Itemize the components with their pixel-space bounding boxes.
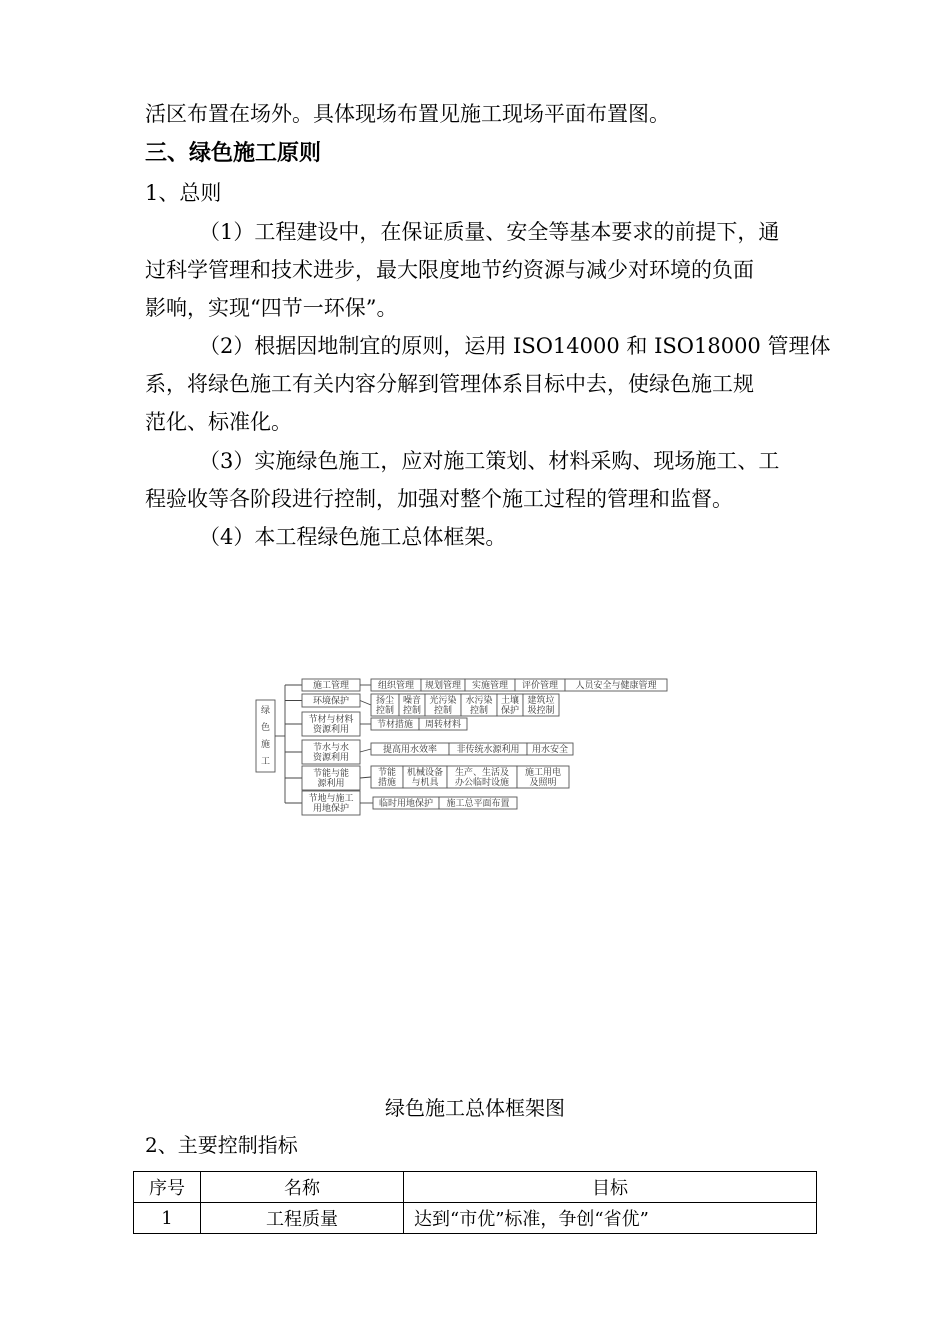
table-row (134, 1203, 817, 1234)
node-label: 工 (260, 757, 271, 767)
paragraph-line: （2）根据因地制宜的原则，运用 ISO14000 和 ISO18000 管理体 (199, 334, 831, 358)
node-label: 控制 (402, 706, 422, 716)
node-label: 节材措施 (376, 720, 414, 730)
node-label: 生产、生活及 (454, 768, 510, 778)
node-label: 光污染 (429, 696, 457, 706)
paragraph-line: 系，将绿色施工有关内容分解到管理体系目标中去，使绿色施工规 (145, 372, 754, 396)
node-label: 土壤 (500, 696, 520, 706)
node-label: 机械设备 (406, 768, 444, 778)
node-label: 节材与材料 (308, 715, 354, 725)
node-label: 圾控制 (527, 706, 555, 716)
node-label: 建筑垃 (527, 696, 555, 706)
diagram-caption: 绿色施工总体框架图 (385, 1096, 565, 1120)
node-label: 节能 (377, 768, 397, 778)
node-label: 施工用电 (524, 768, 562, 778)
node-label: 周转材料 (424, 720, 462, 730)
subsection-heading: 1、总则 (145, 181, 222, 205)
section-heading: 三、绿色施工原则 (145, 141, 322, 166)
header-cell: 目标 (404, 1172, 817, 1203)
node-label: 提高用水效率 (382, 745, 438, 755)
node-label: 实施管理 (471, 681, 509, 691)
node-label: 评价管理 (521, 681, 559, 691)
paragraph-line: 范化、标准化。 (145, 410, 292, 434)
node-label: 规划管理 (424, 681, 462, 691)
node-label: 节水与水 (312, 743, 350, 753)
node-label: 办公临时设施 (454, 778, 510, 788)
paragraph-line: 程验收等各阶段进行控制，加强对整个施工过程的管理和监督。 (145, 487, 733, 511)
node-label: 控制 (433, 706, 453, 716)
node-label: 扬尘 (375, 696, 395, 706)
paragraph-line: （4）本工程绿色施工总体框架。 (199, 525, 507, 549)
table-header-row (134, 1172, 817, 1203)
node-label: 措施 (377, 778, 397, 788)
node-label: 临时用地保护 (378, 799, 434, 809)
node-label: 施 (260, 740, 271, 750)
header-cell: 序号 (134, 1172, 201, 1203)
node-label: 人员安全与健康管理 (575, 681, 657, 691)
control-index-table (133, 1171, 817, 1234)
node-label: 资源利用 (312, 725, 350, 735)
subsection-heading: 2、主要控制指标 (145, 1133, 298, 1157)
header-cell: 名称 (201, 1172, 404, 1203)
node-label: 节能与能 (312, 769, 350, 779)
connector-line (360, 749, 371, 752)
paragraph-line: 活区布置在场外。具体现场布置见施工现场平面布置图。 (145, 102, 670, 126)
node-label: 保护 (500, 706, 520, 716)
table-cell: 1 (134, 1203, 201, 1234)
node-label: 施工总平面布置 (446, 799, 510, 809)
node-label: 用地保护 (312, 804, 350, 814)
node-label: 环境保护 (312, 696, 350, 707)
node-label: 资源利用 (312, 753, 350, 763)
node-label: 控制 (375, 706, 395, 716)
node-label: 噪音 (402, 696, 422, 706)
table-cell: 达到“市优”标准，争创“省优” (404, 1203, 817, 1234)
node-label: 用水安全 (531, 745, 569, 755)
node-label: 施工管理 (312, 681, 350, 691)
node-label: 水污染 (465, 696, 493, 706)
node-label: 源利用 (317, 779, 345, 789)
node-label: 组织管理 (377, 681, 415, 691)
node-label: 与机具 (411, 778, 439, 788)
node-label: 非传统水源利用 (456, 745, 520, 755)
node-label: 节地与施工 (308, 794, 354, 804)
paragraph-line: （1）工程建设中，在保证质量、安全等基本要求的前提下，通 (199, 220, 780, 244)
node-label: 色 (260, 723, 271, 733)
paragraph-line: 过科学管理和技术进步，最大限度地节约资源与减少对环境的负面 (145, 258, 754, 282)
connector-line (360, 701, 371, 706)
table-cell: 工程质量 (201, 1203, 404, 1234)
node-label: 绿 (260, 706, 271, 716)
node-label: 及照明 (529, 778, 557, 788)
paragraph-line: （3）实施绿色施工，应对施工策划、材料采购、现场施工、工 (199, 449, 780, 473)
paragraph-line: 影响，实现“四节一环保”。 (145, 296, 398, 320)
node-label: 控制 (469, 706, 489, 716)
connector-line (360, 777, 371, 778)
